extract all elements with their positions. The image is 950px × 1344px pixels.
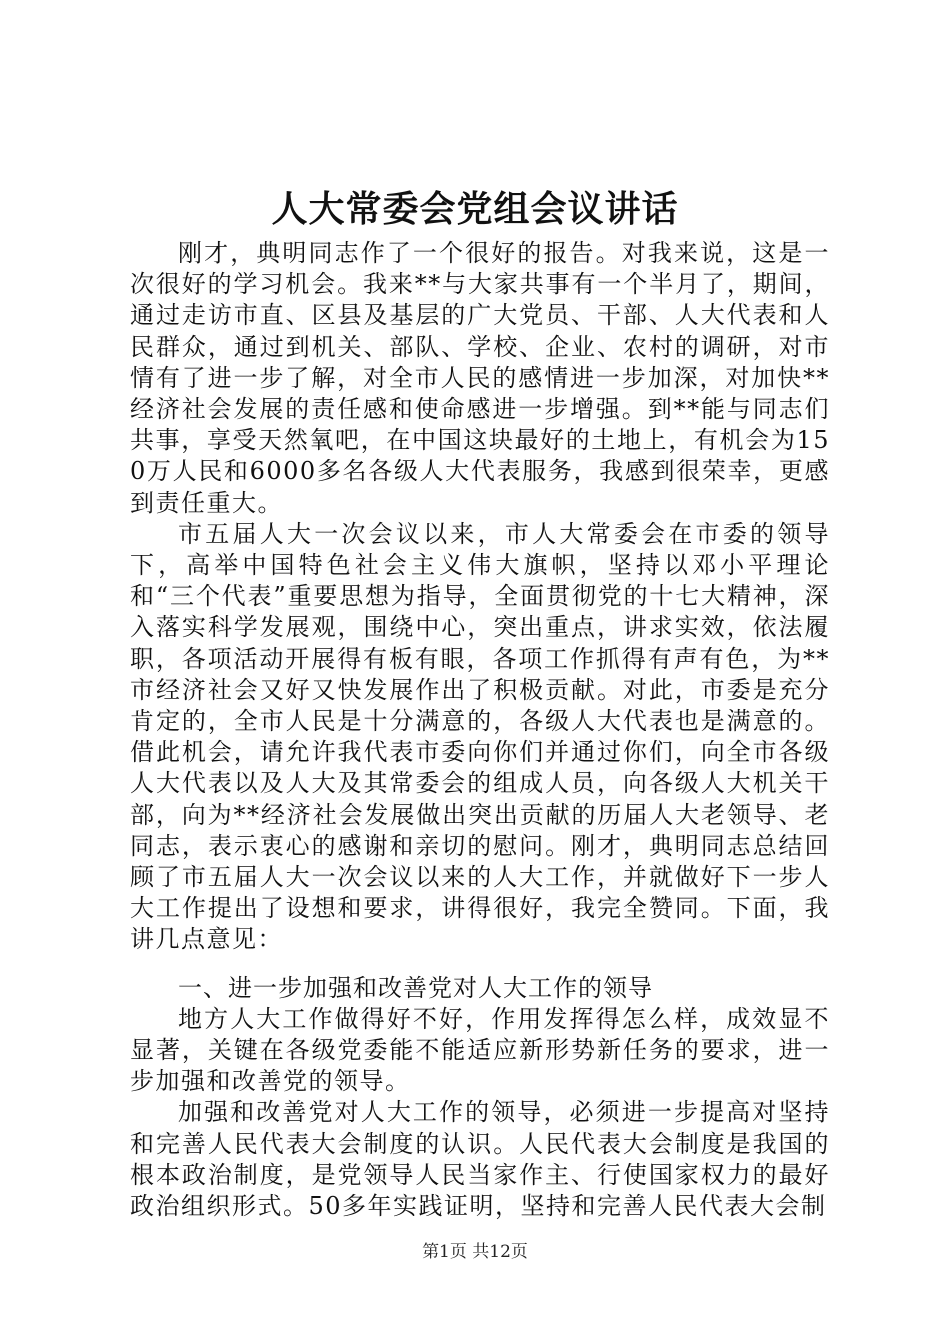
paragraph-review: 市五届人大一次会议以来，市人大常委会在市委的领导下，高举中国特色社会主义伟大旗帜，坚持以邓小平理论和“三个代表”重要思想为指导，全面贯彻党的十七大精神，深入落实科学发展观，围绕中心，突出重点，讲求实效，依法履职，各项活动开展得有板有眼，各项工作抓得有声有色，为**市经济社会又好又快发展作出了积极贡献。对此，市委是充分肯定的，全市人民是十分满意的，各级人大代表也是满意的。借此机会，请允许我代表市委向你们并通过你们，向全市各级人大代表以及人大及其常委会的组成人员，向各级人大机关干部，向为**经济社会发展做出突出贡献的历届人大老领导、老同志，表示衷心的感谢和亲切的慰问。刚才，典明同志总结回顾了市五届人大一次会议以来的人大工作，并就做好下一步人大工作提出了设想和要求，讲得很好，我完全赞同。下面，我讲几点意见： bbox=[130, 519, 830, 954]
section-heading: 一、进一步加强和改善党对人大工作的领导 bbox=[178, 973, 653, 1002]
document-title: 人大常委会党组会议讲话 bbox=[271, 188, 679, 230]
paragraph-intro: 刚才，典明同志作了一个很好的报告。对我来说，这是一次很好的学习机会。我来**与大家共事有一个半月了，期间，通过走访市直、区县及基层的广大党员、干部、人大代表和人民群众，通过到机关、部队、学校、企业、农村的调研，对市情有了进一步了解，对全市人民的感情进一步加深，对加快**经济社会发展的责任感和使命感进一步增强。到**能与同志们共事，享受天然氧吧，在中国这块最好的土地上，有机会为150万人民和6000多名各级人大代表服务，我感到很荣幸，更感到责任重大。 bbox=[130, 239, 830, 517]
page-number-footer: 第1页 共12页 bbox=[422, 1242, 528, 1262]
paragraph-section-2: 加强和改善党对人大工作的领导，必须进一步提高对坚持和完善人民代表大会制度的认识。人民代表大会制度是我国的根本政治制度，是党领导人民当家作主、行使国家权力的最好政治组织形式。50多年实践证明，坚持和完善人民代表大会制 bbox=[130, 1098, 830, 1221]
paragraph-section-1: 地方人大工作做得好不好，作用发挥得怎么样，成效显不显著，关键在各级党委能不能适应新形势新任务的要求，进一步加强和改善党的领导。 bbox=[130, 1004, 830, 1096]
document-body bbox=[130, 238, 830, 1222]
